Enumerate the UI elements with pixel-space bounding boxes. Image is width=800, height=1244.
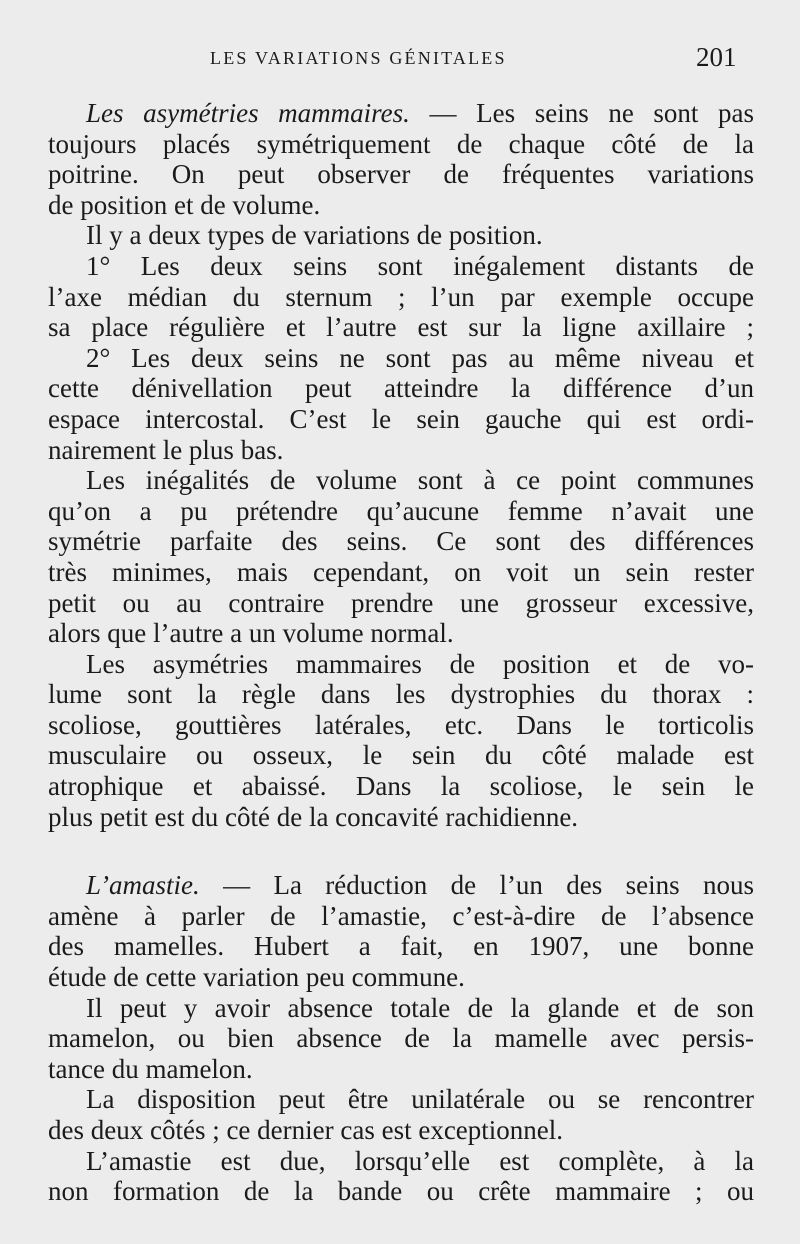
section-title: Les asymétries mammaires. <box>86 98 410 128</box>
text-line: tance du mamelon. <box>48 1053 253 1084</box>
section-heading-line <box>48 98 754 129</box>
text-line: sa place régulière et l’autre est sur la ligne axillaire ; <box>48 312 754 343</box>
section-title: L’amastie. <box>86 870 200 901</box>
text-line: nairement le plus bas. <box>48 434 284 465</box>
text-line: Les inégalités de volume sont à ce point communes <box>86 465 754 496</box>
text-line: 2° Les deux seins ne sont pas au même niveau et <box>86 342 754 373</box>
text-line: l’axe médian du sternum ; l’un par exemple occupe <box>48 281 754 312</box>
running-title: LES VARIATIONS GÉNITALES <box>210 48 507 68</box>
text-line: petit ou au contraire prendre une grosseur excessive, <box>48 587 754 618</box>
text-line: musculaire ou osseux, le sein du côté malade est <box>48 740 754 771</box>
text-line: plus petit est du côté de la concavité rachidienne. <box>48 801 579 832</box>
page-number: 201 <box>696 42 737 72</box>
text-line: L’amastie est due, lorsqu’elle est complète, à la <box>86 1145 754 1176</box>
text-line: — Les seins ne sont pas <box>409 98 754 128</box>
text-line: atrophique et abaissé. Dans la scoliose, le sein le <box>48 771 754 802</box>
text-line: lume sont la règle dans les dystrophies du thorax : <box>48 679 754 710</box>
section-heading-line <box>48 870 754 901</box>
text-line: symétrie parfaite des seins. Ce sont des différences <box>48 526 754 557</box>
text-line: amène à parler de l’amastie, c’est-à-dire de l’absence <box>48 900 754 931</box>
text-line: espace intercostal. C’est le sein gauche qui est ordi- <box>48 403 754 434</box>
text-line: 1° Les deux seins sont inégalement distants de <box>86 250 754 281</box>
text-line: qu’on a pu prétendre qu’aucune femme n’avait une <box>48 495 754 526</box>
section-gap <box>48 832 754 870</box>
text-line: — La réduction de l’un des seins nous <box>199 870 754 901</box>
text-line: cette dénivellation peut atteindre la différence d’un <box>48 373 754 404</box>
text-line: de position et de volume. <box>48 189 321 220</box>
text-line: mamelon, ou bien absence de la mamelle avec persis- <box>48 1023 754 1054</box>
text-line: poitrine. On peut observer de fréquentes variations <box>48 159 754 190</box>
text-line: La disposition peut être unilatérale ou se rencontrer <box>86 1084 754 1115</box>
text-line: non formation de la bande ou crête mammaire ; ou <box>48 1176 754 1207</box>
text-line: Il peut y avoir absence totale de la glande et de son <box>86 992 754 1023</box>
text-line: des deux côtés ; ce dernier cas est exceptionnel. <box>48 1115 564 1145</box>
text-line: alors que l’autre a un volume normal. <box>48 618 454 649</box>
text-line: scoliose, gouttières latérales, etc. Dans le torticolis <box>48 709 754 740</box>
text-line: étude de cette variation peu commune. <box>48 962 465 993</box>
body-text <box>48 98 754 1207</box>
text-line: toujours placés symétriquement de chaque côté de la <box>48 128 754 159</box>
text-line: Il y a deux types de variations de position. <box>86 220 543 251</box>
text-line: très minimes, mais cependant, on voit un sein rester <box>48 556 754 587</box>
page-header <box>0 42 800 78</box>
text-line: Les asymétries mammaires de position et de vo- <box>86 648 754 679</box>
text-line: des mamelles. Hubert a fait, en 1907, une bonne <box>48 931 754 962</box>
